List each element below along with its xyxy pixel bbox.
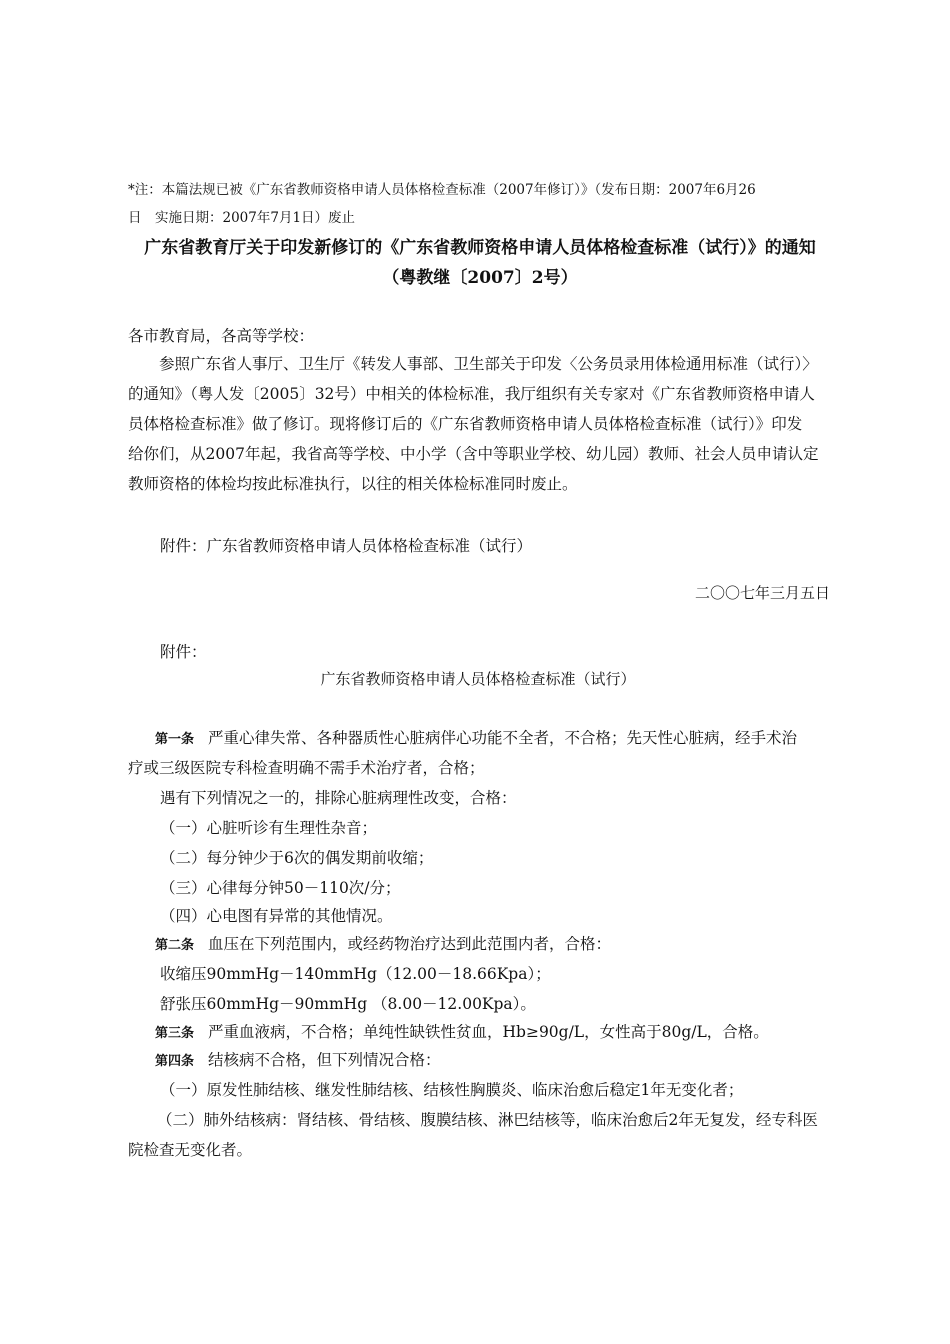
article-3-text: 严重血液病，不合格；单纯性缺铁性贫血，Hb≥90g/L，女性高于80g/L，合格。	[208, 1023, 769, 1041]
repeal-note-line-1: *注：本篇法规已被《广东省教师资格申请人员体格检查标准（2007年修订）》（发布日期：2007年6月26	[128, 182, 756, 198]
article-4-item-2-cont: 院检查无变化者。	[128, 1141, 253, 1159]
article-4-item-1: （一）原发性肺结核、继发性肺结核、结核性胸膜炎、临床治愈后稳定1年无变化者；	[160, 1081, 744, 1099]
attachment-title: 广东省教师资格申请人员体格检查标准（试行）	[320, 670, 636, 688]
article-1	[155, 728, 797, 750]
article-4-item-2: （二）肺外结核病：肾结核、骨结核、腹膜结核、淋巴结核等，临床治愈后2年无复发，经专科医	[157, 1111, 818, 1129]
issue-date: 二〇〇七年三月五日	[694, 584, 830, 602]
article-2-label: 第二条	[155, 938, 195, 953]
article-1-label: 第一条	[155, 732, 195, 747]
body-line-5: 教师资格的体检均按此标准执行，以往的相关体检标准同时废止。	[128, 475, 578, 493]
attachment-label: 附件：	[160, 643, 207, 661]
body-line-3: 员体格检查标准》做了修订。现将修订后的《广东省教师资格申请人员体格检查标准（试行）》印发	[128, 415, 803, 433]
body-line-1: 参照广东省人事厅、卫生厅《转发人事部、卫生部关于印发〈公务员录用体检通用标准（试行）〉	[128, 355, 818, 373]
article-4-text: 结核病不合格，但下列情况合格：	[208, 1051, 441, 1069]
article-1-item-2: （二）每分钟少于6次的偶发期前收缩；	[160, 849, 434, 867]
document-title: 广东省教育厅关于印发新修订的《广东省教师资格申请人员体格检查标准（试行）》的通知	[144, 238, 816, 258]
article-2-item-1: 收缩压90mmHg－140mmHg（12.00－18.66Kpa）；	[160, 965, 551, 983]
article-1-text: 严重心律失常、各种器质性心脏病伴心功能不全者，不合格；先天性心脏病，经手术治	[208, 729, 798, 747]
body-line-2: 的通知》（粤人发〔2005〕32号）中相关的体检标准，我厅组织有关专家对《广东省教师资格申请人	[128, 385, 815, 403]
article-2-text: 血压在下列范围内，或经药物治疗达到此范围内者，合格：	[208, 935, 612, 953]
article-2	[155, 934, 611, 956]
article-1-line-2: 疗或三级医院专科检查明确不需手术治疗者，合格；	[128, 759, 485, 777]
article-1-item-3: （三）心律每分钟50－110次/分；	[160, 879, 401, 897]
article-1-item-1: （一）心脏听诊有生理性杂音；	[160, 819, 378, 837]
article-1-line-3: 遇有下列情况之一的，排除心脏病理性改变，合格：	[160, 789, 517, 807]
repeal-note-line-2: 日 实施日期：2007年7月1日）废止	[128, 210, 356, 226]
article-4	[155, 1050, 441, 1072]
article-1-item-4: （四）心电图有异常的其他情况。	[160, 907, 393, 925]
document-number: （粤教继〔2007〕2号）	[382, 268, 578, 288]
article-3	[155, 1022, 769, 1044]
article-2-item-2: 舒张压60mmHg－90mmHg （8.00－12.00Kpa）。	[160, 995, 536, 1013]
article-3-label: 第三条	[155, 1026, 195, 1041]
article-4-label: 第四条	[155, 1054, 195, 1069]
body-line-4: 给你们，从2007年起，我省高等学校、中小学（含中等职业学校、幼儿园）教师、社会人员申请认定	[128, 445, 819, 463]
attachment-reference: 附件：广东省教师资格申请人员体格检查标准（试行）	[160, 537, 533, 555]
salutation: 各市教育局，各高等学校：	[128, 327, 315, 345]
